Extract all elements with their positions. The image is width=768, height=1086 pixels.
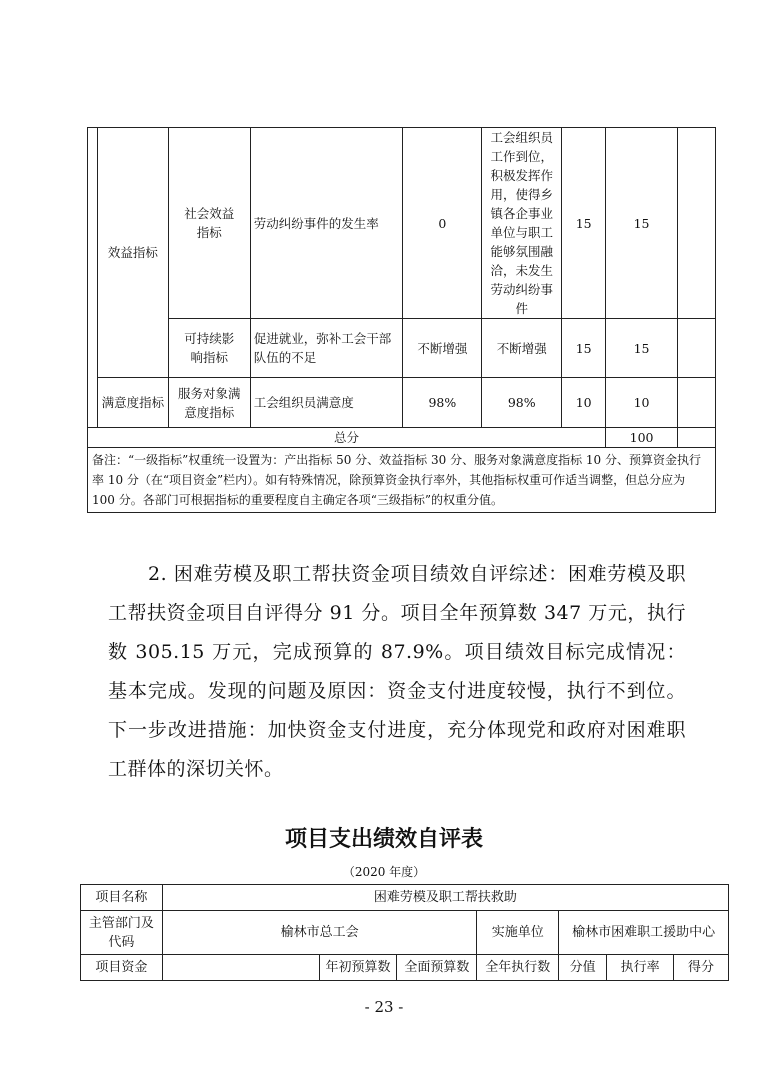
summary-paragraph: [108, 555, 686, 789]
table-row: [88, 319, 716, 378]
weight-cell: 10: [562, 378, 606, 428]
impl-value: 榆林市困难职工援助中心: [559, 911, 729, 955]
remark-cell: [678, 128, 716, 319]
page-number: - 23 -: [364, 998, 404, 1016]
weight-cell: 15: [562, 319, 606, 378]
target-cell: 98%: [403, 378, 482, 428]
project-name-value: 困难劳模及职工帮扶救助: [162, 885, 728, 911]
indicator-cell: 劳动纠纷事件的发生率: [250, 128, 403, 319]
indicator-cell: 工会组织员满意度: [250, 378, 403, 428]
score-cell: 15: [606, 128, 678, 319]
self-evaluation-form: [80, 884, 729, 981]
summary-text: 2. 困难劳模及职工帮扶资金项目绩效自评综述：困难劳模及职工帮扶资金项目自评得分 91 分。项目全年预算数 347 万元，执行数 305.15 万元，完成预算的 87.9%。项目绩效目标完成情况：基本完成。发现的问题及原因：资金支付进度较慢，执行不到位。下一步改进措施：加快资金支付进度，充分体现党和政府对困难职工群体的深切关怀。: [108, 563, 686, 780]
total-score: 100: [606, 428, 678, 448]
funds-header-weight: 分值: [559, 955, 607, 981]
level1-cell: 满意度指标: [97, 378, 168, 428]
total-label: 总分: [88, 428, 606, 448]
funds-header-full-budget: 全面预算数: [397, 955, 477, 981]
level2-cell: 可持续影响指标: [168, 319, 250, 378]
level2-cell: 社会效益指标: [168, 128, 250, 319]
funds-header-score: 得分: [674, 955, 729, 981]
form-year: （2020 年度）: [342, 865, 426, 879]
target-cell: 不断增强: [403, 319, 482, 378]
note-row: [88, 448, 716, 513]
level0-cell: [88, 128, 98, 428]
table-row: [88, 128, 716, 319]
level2-cell: 服务对象满意度指标: [168, 378, 250, 428]
funds-label: 项目资金: [81, 955, 163, 981]
funds-header-execution: 全年执行数: [477, 955, 559, 981]
table-row: [81, 911, 729, 955]
performance-indicator-table: [87, 127, 716, 513]
score-cell: 15: [606, 319, 678, 378]
indicator-cell: 促进就业，弥补工会干部队伍的不足: [250, 319, 403, 378]
remark-cell: [678, 319, 716, 378]
funds-header-rate: 执行率: [607, 955, 674, 981]
weight-cell: 15: [562, 128, 606, 319]
form-title: 项目支出绩效自评表: [284, 826, 483, 852]
score-cell: 10: [606, 378, 678, 428]
dept-label: 主管部门及代码: [81, 911, 163, 955]
target-cell: 0: [403, 128, 482, 319]
total-remark: [678, 428, 716, 448]
impl-label: 实施单位: [477, 911, 559, 955]
level1-cell: 效益指标: [97, 128, 168, 378]
project-name-label: 项目名称: [81, 885, 163, 911]
funds-blank: [162, 955, 319, 981]
table-row: [88, 378, 716, 428]
actual-cell: 不断增强: [482, 319, 562, 378]
total-row: [88, 428, 716, 448]
dept-value: 榆林市总工会: [162, 911, 476, 955]
actual-cell: 98%: [482, 378, 562, 428]
funds-header-initial-budget: 年初预算数: [319, 955, 397, 981]
table-row: [81, 885, 729, 911]
remark-cell: [678, 378, 716, 428]
actual-cell: 工会组织员工作到位，积极发挥作用，使得乡镇各企事业单位与职工能够氛围融洽，未发生劳动纠纷事件: [482, 128, 562, 319]
table-row: [81, 955, 729, 981]
table-note: 备注：“一级指标”权重统一设置为：产出指标 50 分、效益指标 30 分、服务对象满意度指标 10 分、预算资金执行率 10 分（在“项目资金”栏内）。如有特殊情况，除预算资金执行率外，其他指标权重可作适当调整，但总分应为 100 分。各部门可根据指标的重要程度自主确定各项“三级指标”的权重分值。: [88, 448, 716, 513]
